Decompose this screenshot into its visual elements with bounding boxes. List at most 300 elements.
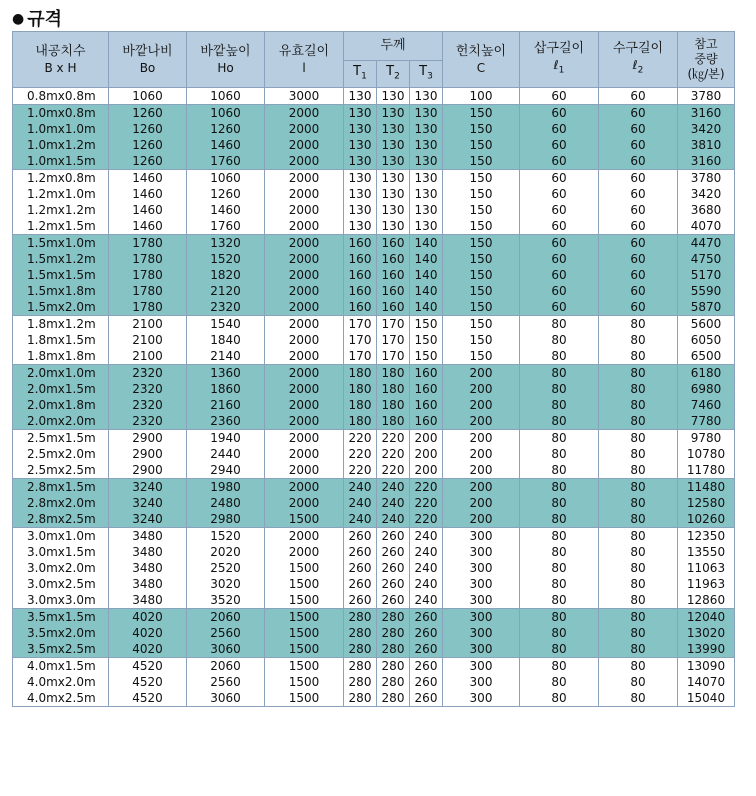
- cell-value: 130: [414, 122, 438, 136]
- cell-outer-height: [187, 658, 265, 707]
- cell-value: 2.8mx2.0m: [27, 496, 96, 510]
- cell-value: 130: [414, 219, 438, 233]
- cell-weight: [678, 658, 735, 707]
- cell-value: 3240: [132, 496, 163, 510]
- cell-value: 1060: [210, 89, 241, 103]
- cell-value: 240: [414, 529, 438, 543]
- cell-value: 260: [348, 561, 372, 575]
- cell-value: 1060: [210, 171, 241, 185]
- cell-receive-length: [599, 105, 678, 170]
- cell-value: 2000: [288, 122, 320, 136]
- cell-length: [265, 528, 344, 609]
- cell-value: 2000: [288, 219, 320, 233]
- cell-haunch: [443, 105, 520, 170]
- cell-value: 80: [551, 382, 567, 396]
- cell-value: 280: [348, 675, 372, 689]
- cell-value: 180: [381, 398, 405, 412]
- cell-value: 5590: [690, 284, 722, 298]
- cell-t3: [410, 479, 443, 528]
- cell-value: 1260: [210, 122, 241, 136]
- cell-value: 11963: [686, 577, 726, 591]
- cell-value: 1500: [288, 593, 320, 607]
- cell-value: 1460: [210, 203, 241, 217]
- table-header: [13, 32, 735, 88]
- cell-value: 300: [469, 642, 493, 656]
- cell-value: 300: [469, 626, 493, 640]
- cell-value: 7460: [690, 398, 722, 412]
- cell-value: 6050: [690, 333, 722, 347]
- cell-value: 150: [469, 333, 493, 347]
- cell-value: 80: [551, 496, 567, 510]
- cell-value: 1.0mx1.2m: [27, 138, 96, 152]
- cell-value: 60: [630, 171, 646, 185]
- cell-value: 160: [348, 236, 372, 250]
- cell-value: 2980: [210, 512, 241, 526]
- cell-value: 2000: [288, 414, 320, 428]
- cell-value: 60: [630, 236, 646, 250]
- cell-value: 1.2mx1.0m: [27, 187, 96, 201]
- cell-value: 240: [348, 496, 372, 510]
- cell-value: 1360: [210, 366, 241, 380]
- cell-value: 2000: [288, 480, 320, 494]
- cell-value: 2000: [288, 284, 320, 298]
- cell-value: 1780: [132, 300, 163, 314]
- cell-value: 2100: [132, 333, 163, 347]
- cell-value: 80: [630, 691, 646, 705]
- cell-value: 1500: [288, 626, 320, 640]
- cell-value: 220: [348, 463, 372, 477]
- table-body: [13, 88, 735, 707]
- cell-outer-height: [187, 170, 265, 235]
- cell-value: 2060: [210, 610, 241, 624]
- cell-value: 160: [414, 398, 438, 412]
- cell-value: 60: [551, 187, 567, 201]
- cell-t3: [410, 658, 443, 707]
- table-row-group: [13, 88, 735, 105]
- cell-value: 1980: [210, 480, 241, 494]
- cell-value: 150: [414, 317, 438, 331]
- cell-value: 3.5mx2.5m: [27, 642, 96, 656]
- header-haunch: 헌치높이 C: [443, 32, 520, 88]
- cell-value: 260: [414, 675, 438, 689]
- cell-value: 2000: [288, 154, 320, 168]
- cell-value: 2440: [210, 447, 241, 461]
- cell-insert-length: [520, 235, 599, 316]
- header-outer-width: 바깥나비 Bo: [109, 32, 187, 88]
- cell-value: 140: [414, 300, 438, 314]
- cell-value: 260: [348, 545, 372, 559]
- cell-value: 2.8mx1.5m: [27, 480, 96, 494]
- table-row-group: [13, 365, 735, 430]
- cell-value: 60: [630, 252, 646, 266]
- header-weight: 참고 중량 (㎏/본): [678, 32, 735, 88]
- cell-value: 260: [414, 610, 438, 624]
- cell-value: 1780: [132, 268, 163, 282]
- cell-value: 4520: [132, 691, 163, 705]
- cell-value: 2320: [132, 382, 163, 396]
- cell-value: 2000: [288, 171, 320, 185]
- cell-value: 2.8mx2.5m: [27, 512, 96, 526]
- cell-insert-length: [520, 658, 599, 707]
- cell-value: 150: [469, 284, 493, 298]
- cell-length: [265, 88, 344, 105]
- cell-value: 1500: [288, 659, 320, 673]
- cell-value: 80: [630, 545, 646, 559]
- cell-value: 280: [381, 626, 405, 640]
- cell-value: 1260: [132, 154, 163, 168]
- cell-value: 2320: [210, 300, 241, 314]
- cell-value: 80: [630, 675, 646, 689]
- cell-value: 1760: [210, 219, 241, 233]
- cell-value: 280: [381, 642, 405, 656]
- cell-value: 220: [414, 480, 438, 494]
- cell-value: 3.5mx1.5m: [27, 610, 96, 624]
- cell-value: 1.8mx1.5m: [27, 333, 96, 347]
- cell-value: 2000: [288, 203, 320, 217]
- cell-t3: [410, 105, 443, 170]
- cell-t1: [344, 609, 377, 658]
- cell-value: 10260: [686, 512, 726, 526]
- cell-value: 5600: [690, 317, 722, 331]
- cell-value: 180: [348, 366, 372, 380]
- cell-value: 150: [469, 236, 493, 250]
- cell-value: 2000: [288, 349, 320, 363]
- cell-value: 100: [469, 89, 493, 103]
- cell-value: 80: [551, 626, 567, 640]
- spec-table: [12, 31, 735, 707]
- cell-value: 60: [630, 219, 646, 233]
- cell-haunch: [443, 235, 520, 316]
- cell-outer-width: [109, 528, 187, 609]
- table-row-group: [13, 105, 735, 170]
- cell-value: 2000: [288, 398, 320, 412]
- cell-outer-width: [109, 170, 187, 235]
- cell-weight: [678, 88, 735, 105]
- cell-value: 80: [630, 561, 646, 575]
- cell-outer-width: [109, 430, 187, 479]
- cell-value: 80: [551, 659, 567, 673]
- cell-value: 2320: [132, 398, 163, 412]
- cell-value: 60: [551, 138, 567, 152]
- cell-value: 1500: [288, 577, 320, 591]
- cell-value: 130: [348, 203, 372, 217]
- table-row-group: [13, 609, 735, 658]
- cell-value: 11480: [686, 480, 726, 494]
- cell-value: 80: [551, 463, 567, 477]
- cell-value: 60: [630, 154, 646, 168]
- cell-size: [13, 609, 109, 658]
- cell-value: 150: [469, 252, 493, 266]
- cell-insert-length: [520, 316, 599, 365]
- cell-t3: [410, 528, 443, 609]
- cell-value: 170: [381, 317, 405, 331]
- cell-t1: [344, 658, 377, 707]
- cell-value: 300: [469, 545, 493, 559]
- cell-value: 160: [414, 382, 438, 396]
- cell-t1: [344, 479, 377, 528]
- cell-value: 80: [630, 366, 646, 380]
- cell-value: 1060: [210, 106, 241, 120]
- cell-value: 260: [381, 561, 405, 575]
- cell-value: 260: [381, 545, 405, 559]
- cell-value: 1500: [288, 675, 320, 689]
- cell-insert-length: [520, 365, 599, 430]
- cell-value: 3780: [690, 89, 722, 103]
- cell-value: 80: [630, 349, 646, 363]
- cell-value: 1.0mx1.0m: [27, 122, 96, 136]
- cell-t1: [344, 105, 377, 170]
- cell-value: 300: [469, 675, 493, 689]
- cell-value: 60: [630, 284, 646, 298]
- cell-value: 300: [469, 577, 493, 591]
- cell-value: 60: [551, 89, 567, 103]
- cell-t2: [377, 316, 410, 365]
- cell-value: 80: [551, 317, 567, 331]
- cell-value: 150: [469, 106, 493, 120]
- cell-value: 130: [381, 154, 405, 168]
- cell-value: 4.0mx1.5m: [27, 659, 96, 673]
- cell-value: 1780: [132, 284, 163, 298]
- cell-value: 13990: [686, 642, 726, 656]
- cell-value: 180: [381, 382, 405, 396]
- cell-value: 60: [630, 106, 646, 120]
- cell-value: 1500: [288, 512, 320, 526]
- cell-value: 1460: [132, 171, 163, 185]
- cell-value: 13090: [686, 659, 726, 673]
- cell-value: 1.8mx1.8m: [27, 349, 96, 363]
- cell-value: 130: [381, 106, 405, 120]
- cell-value: 3480: [132, 545, 163, 559]
- cell-t2: [377, 365, 410, 430]
- cell-value: 3060: [210, 691, 241, 705]
- section-title-text: 규격: [27, 9, 62, 30]
- cell-value: 3810: [690, 138, 722, 152]
- cell-value: 220: [348, 447, 372, 461]
- cell-value: 2560: [210, 675, 241, 689]
- cell-value: 4070: [690, 219, 722, 233]
- cell-t2: [377, 609, 410, 658]
- cell-outer-height: [187, 316, 265, 365]
- cell-outer-width: [109, 658, 187, 707]
- cell-value: 2560: [210, 626, 241, 640]
- cell-value: 130: [348, 122, 372, 136]
- cell-value: 280: [348, 610, 372, 624]
- cell-value: 2060: [210, 659, 241, 673]
- cell-value: 150: [469, 203, 493, 217]
- cell-value: 3480: [132, 593, 163, 607]
- table-row-group: [13, 528, 735, 609]
- cell-value: 1540: [210, 317, 241, 331]
- cell-value: 200: [414, 431, 438, 445]
- cell-insert-length: [520, 430, 599, 479]
- cell-value: 2000: [288, 300, 320, 314]
- cell-value: 2900: [132, 431, 163, 445]
- cell-insert-length: [520, 170, 599, 235]
- cell-size: [13, 235, 109, 316]
- cell-length: [265, 105, 344, 170]
- cell-value: 160: [414, 366, 438, 380]
- cell-value: 1.0mx0.8m: [27, 106, 96, 120]
- cell-t3: [410, 430, 443, 479]
- cell-value: 200: [469, 512, 493, 526]
- cell-value: 80: [630, 414, 646, 428]
- cell-t2: [377, 528, 410, 609]
- cell-value: 60: [630, 268, 646, 282]
- cell-value: 5870: [690, 300, 722, 314]
- cell-value: 12350: [686, 529, 726, 543]
- cell-value: 150: [414, 349, 438, 363]
- cell-value: 1320: [210, 236, 241, 250]
- cell-value: 2000: [288, 366, 320, 380]
- cell-value: 220: [381, 431, 405, 445]
- cell-value: 160: [381, 252, 405, 266]
- cell-value: 3.0mx1.0m: [27, 529, 96, 543]
- cell-outer-height: [187, 528, 265, 609]
- cell-value: 1.8mx1.2m: [27, 317, 96, 331]
- cell-insert-length: [520, 609, 599, 658]
- cell-value: 170: [381, 349, 405, 363]
- cell-value: 1.0mx1.5m: [27, 154, 96, 168]
- cell-weight: [678, 479, 735, 528]
- cell-value: 60: [551, 252, 567, 266]
- cell-value: 200: [469, 414, 493, 428]
- table-row-group: [13, 658, 735, 707]
- cell-insert-length: [520, 105, 599, 170]
- cell-value: 180: [381, 366, 405, 380]
- cell-value: 3420: [690, 187, 722, 201]
- cell-value: 220: [414, 496, 438, 510]
- cell-value: 260: [348, 529, 372, 543]
- cell-value: 240: [348, 480, 372, 494]
- cell-value: 2.0mx1.0m: [27, 366, 96, 380]
- cell-value: 2020: [210, 545, 241, 559]
- cell-value: 4.0mx2.5m: [27, 691, 96, 705]
- cell-value: 2000: [288, 382, 320, 396]
- cell-outer-height: [187, 430, 265, 479]
- cell-t1: [344, 365, 377, 430]
- cell-value: 160: [381, 300, 405, 314]
- cell-weight: [678, 430, 735, 479]
- cell-value: 2360: [210, 414, 241, 428]
- cell-receive-length: [599, 609, 678, 658]
- cell-value: 150: [414, 333, 438, 347]
- cell-value: 3680: [690, 203, 722, 217]
- cell-receive-length: [599, 235, 678, 316]
- cell-value: 2940: [210, 463, 241, 477]
- cell-value: 80: [551, 431, 567, 445]
- cell-value: 2120: [210, 284, 241, 298]
- cell-size: [13, 658, 109, 707]
- cell-value: 1500: [288, 610, 320, 624]
- cell-value: 60: [630, 122, 646, 136]
- cell-value: 80: [630, 463, 646, 477]
- cell-value: 3.0mx2.5m: [27, 577, 96, 591]
- cell-value: 11063: [686, 561, 726, 575]
- cell-value: 5170: [690, 268, 722, 282]
- header-t2: $T_2$: [377, 61, 410, 88]
- cell-value: 2000: [288, 252, 320, 266]
- cell-value: 60: [551, 219, 567, 233]
- cell-t2: [377, 88, 410, 105]
- cell-receive-length: [599, 430, 678, 479]
- cell-value: 4020: [132, 626, 163, 640]
- cell-value: 140: [414, 236, 438, 250]
- cell-value: 160: [414, 414, 438, 428]
- cell-value: 2100: [132, 349, 163, 363]
- cell-value: 1520: [210, 252, 241, 266]
- cell-t3: [410, 88, 443, 105]
- cell-size: [13, 479, 109, 528]
- cell-outer-height: [187, 105, 265, 170]
- cell-value: 7780: [690, 414, 722, 428]
- cell-value: 300: [469, 659, 493, 673]
- cell-value: 130: [414, 138, 438, 152]
- cell-value: 280: [348, 691, 372, 705]
- cell-value: 160: [381, 284, 405, 298]
- cell-value: 60: [630, 89, 646, 103]
- cell-outer-height: [187, 88, 265, 105]
- cell-value: 130: [414, 187, 438, 201]
- cell-value: 80: [551, 610, 567, 624]
- cell-value: 60: [551, 122, 567, 136]
- cell-t2: [377, 479, 410, 528]
- cell-value: 12860: [686, 593, 726, 607]
- cell-value: 240: [381, 496, 405, 510]
- cell-value: 80: [551, 642, 567, 656]
- cell-value: 3160: [690, 106, 722, 120]
- cell-value: 1.2mx1.5m: [27, 219, 96, 233]
- header-size: 내공치수 B x H: [13, 32, 109, 88]
- cell-size: [13, 316, 109, 365]
- cell-value: 80: [551, 577, 567, 591]
- cell-value: 2000: [288, 317, 320, 331]
- cell-value: 80: [551, 414, 567, 428]
- cell-value: 80: [551, 333, 567, 347]
- cell-value: 2000: [288, 187, 320, 201]
- cell-value: 260: [381, 529, 405, 543]
- cell-value: 3160: [690, 154, 722, 168]
- cell-value: 200: [469, 496, 493, 510]
- cell-value: 150: [469, 219, 493, 233]
- cell-value: 80: [551, 691, 567, 705]
- cell-weight: [678, 105, 735, 170]
- cell-value: 150: [469, 349, 493, 363]
- cell-value: 80: [630, 529, 646, 543]
- cell-receive-length: [599, 658, 678, 707]
- cell-value: 260: [414, 659, 438, 673]
- cell-value: 1520: [210, 529, 241, 543]
- cell-value: 2900: [132, 463, 163, 477]
- cell-value: 1.5mx1.2m: [27, 252, 96, 266]
- cell-value: 1460: [132, 203, 163, 217]
- cell-value: 60: [551, 236, 567, 250]
- table-row-group: [13, 430, 735, 479]
- cell-value: 60: [551, 300, 567, 314]
- cell-value: 280: [381, 675, 405, 689]
- cell-value: 2160: [210, 398, 241, 412]
- cell-value: 80: [630, 333, 646, 347]
- header-length: 유효길이 l: [265, 32, 344, 88]
- cell-value: 130: [414, 203, 438, 217]
- cell-value: 1.2mx0.8m: [27, 171, 96, 185]
- cell-value: 260: [414, 691, 438, 705]
- cell-t2: [377, 105, 410, 170]
- cell-value: 2320: [132, 366, 163, 380]
- cell-outer-height: [187, 235, 265, 316]
- cell-value: 3020: [210, 577, 241, 591]
- cell-value: 1260: [132, 106, 163, 120]
- cell-outer-width: [109, 609, 187, 658]
